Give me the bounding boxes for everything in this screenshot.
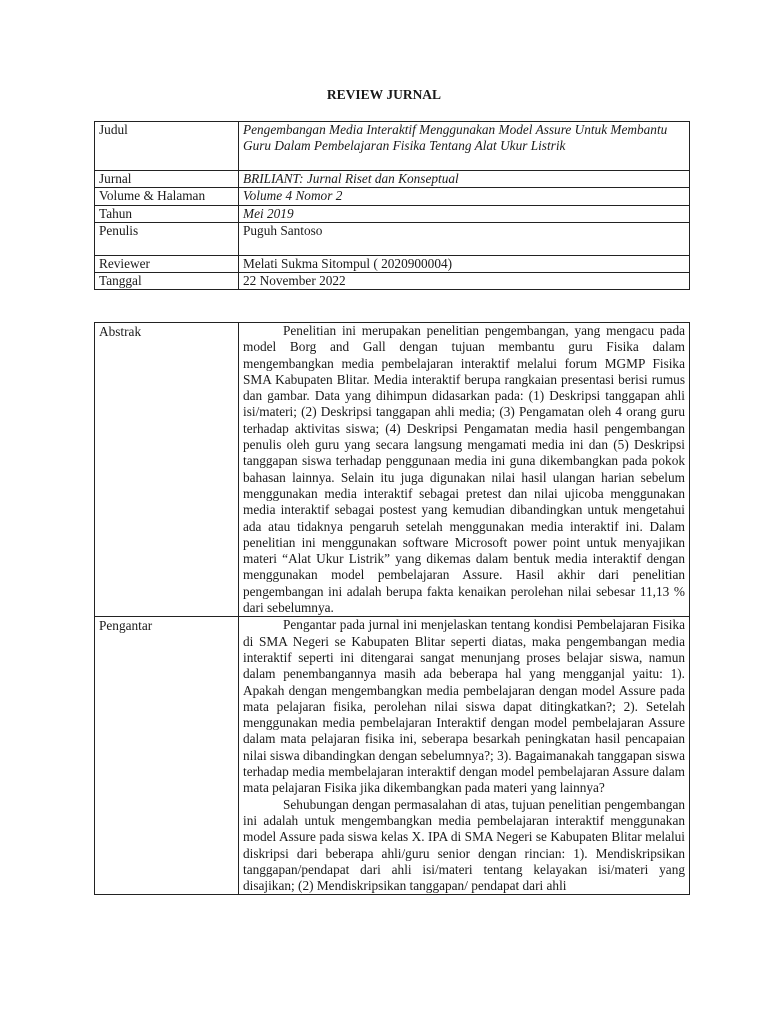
label-reviewer: Reviewer	[95, 255, 239, 272]
table-row	[95, 617, 690, 895]
value-tahun: Mei 2019	[239, 205, 690, 222]
value-volume: Volume 4 Nomor 2	[239, 188, 690, 205]
label-tanggal: Tanggal	[95, 273, 239, 290]
table-row	[95, 188, 690, 205]
pengantar-paragraph-2: Sehubungan dengan permasalahan di atas, tujuan penelitian pengembangan ini adalah untuk mengembangkan media pembelajaran interaktif menggunakan model Assure pada siswa kelas X. IPA di SMA Negeri se Kabupaten Blitar melalui diskripsi dari beberapa ahli/guru senior dengan rincian: 1). Mendiskripsikan tanggapan/pendapat dari ahli isi/materi tentang kelayakan isi/materi yang disajikan; (2) Mendiskripsikan tanggapan/ pendapat dari ahli	[243, 796, 685, 894]
table-row	[95, 255, 690, 272]
label-penulis: Penulis	[95, 222, 239, 255]
table-row	[95, 323, 690, 617]
abstrak-paragraph: Penelitian ini merupakan penelitian pengembangan, yang mengacu pada model Borg and Gall dengan tujuan membantu guru Fisika dalam mengembangkan media pembelajaran interaktif melalui forum MGMP Fisika SMA Kabupaten Blitar. Media interaktif berupa rangkaian presentasi berisi rumus dan gambar. Data yang dihimpun didasarkan pada: (1) Deskripsi tanggapan ahli isi/materi; (2) Deskripsi tanggapan ahli media; (3) Pengamatan oleh 4 orang guru terhadap aktivitas siswa; (4) Deskripsi Pengamatan media hasil pengembangan penulis oleh guru yang secara langsung mengamati media ini dan (5) Deskripsi tanggapan siswa terhadap penggunaan media ini guna dikembangkan pada pokok bahasan lainnya. Selain itu juga digunakan nilai hasil ulangan harian sebelum menggunakan media interaktif sebagai pretest dan nilai ujicoba menggunakan media interaktif sebagai postest yang kemudian dibandingkan untuk mengetahui ada atau tidaknya pengaruh setelah menggunakan media interaktif ini. Dalam penelitian ini menggunakan software Microsoft power point untuk menyajikan materi “Alat Ukur Listrik” yang dikemas dalam bentuk media interaktif dengan menggunakan model pembelajaran Assure. Hasil akhir dari penelitian pengembangan ini adalah berupa fakta kenaikan perolehan nilai sebesar 11,13 % dari sebelumnya.	[243, 323, 685, 616]
label-tahun: Tahun	[95, 205, 239, 222]
label-judul: Judul	[95, 122, 239, 171]
table-row	[95, 171, 690, 188]
pengantar-text	[239, 617, 690, 895]
journal-info-table	[94, 121, 690, 290]
label-abstrak: Abstrak	[95, 323, 239, 617]
value-tanggal: 22 November 2022	[239, 273, 690, 290]
abstrak-text	[239, 323, 690, 617]
review-content-table	[94, 322, 690, 895]
value-jurnal: BRILIANT: Jurnal Riset dan Konseptual	[239, 171, 690, 188]
pengantar-paragraph-1: Pengantar pada jurnal ini menjelaskan tentang kondisi Pembelajaran Fisika di SMA Negeri se Kabupaten Blitar seperti diatas, maka pengembangan media interaktif seperti ini ditengarai sangat menunjang proses belajar siswa, namun dalam penembangannya masih ada beberapa hal yang mengganjal yaitu: 1). Apakah dengan mengembangkan media pembelajaran dengan model Assure pada mata pelajaran fisika, perolehan nilai siswa dapat ditingkatkan?; 2). Setelah menggunakan media pembelajaran Interaktif dengan model pembelajaran Assure dalam mata pelajaran fisika ini, seberapa besarkah peningkatan hasil pencapaian nilai siswa dibandingkan dengan sebelumnya?; 3). Bagaimanakah tanggapan siswa terhadap media membelajaran interaktif dengan model pembelajaran Assure dalam mata pelajaran Fisika jika dikembangkan pada materi yang lainnya?	[243, 617, 685, 796]
page-title: REVIEW JURNAL	[326, 87, 442, 102]
value-judul: Pengembangan Media Interaktif Menggunakan Model Assure Untuk Membantu Guru Dalam Pembelajaran Fisika Tentang Alat Ukur Listrik	[239, 122, 690, 171]
label-volume: Volume & Halaman	[95, 188, 239, 205]
label-pengantar: Pengantar	[95, 617, 239, 895]
table-row	[95, 122, 690, 171]
table-row	[95, 222, 690, 255]
label-jurnal: Jurnal	[95, 171, 239, 188]
value-penulis: Puguh Santoso	[239, 222, 690, 255]
value-reviewer: Melati Sukma Sitompul ( 2020900004)	[239, 255, 690, 272]
table-row	[95, 273, 690, 290]
table-row	[95, 205, 690, 222]
